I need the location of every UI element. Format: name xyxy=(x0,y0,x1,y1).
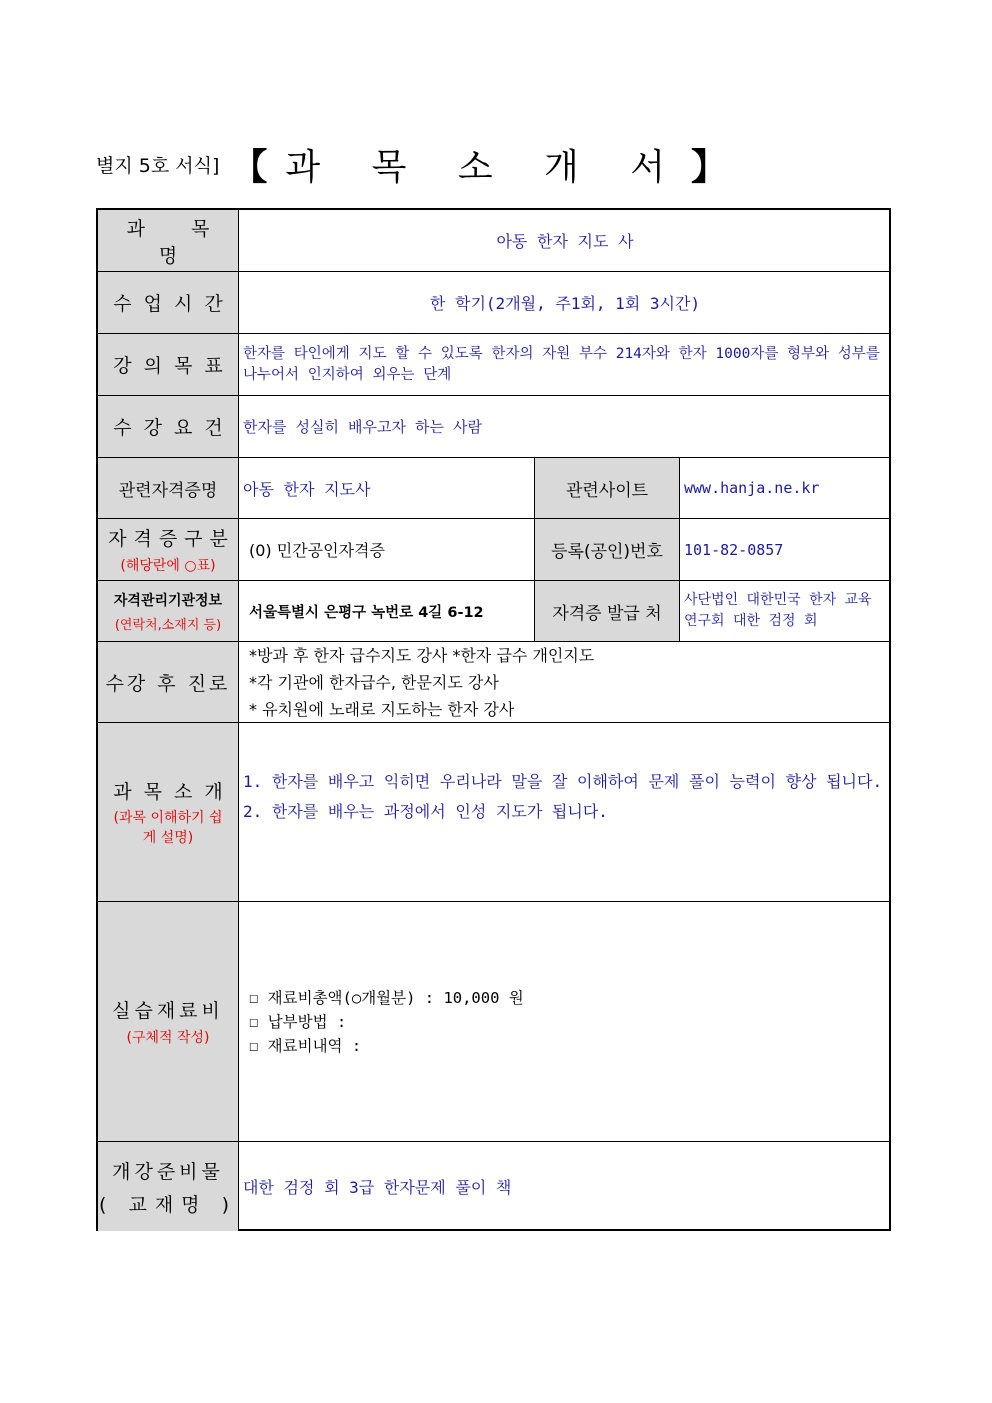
cert-org-label: 자격관리기관정보 (연락처,소재지 등) xyxy=(98,581,239,642)
intro-line: 2. 한자를 배우는 과정에서 인성 지도가 됩니다. xyxy=(243,802,608,821)
requirements-value: 한자를 성실히 배우고자 하는 사람 xyxy=(239,396,891,458)
course-form-table xyxy=(96,208,891,1231)
cert-name-value: 아동 한자 지도사 xyxy=(239,458,535,519)
subject-name-label: 과 목 명 xyxy=(98,210,239,272)
class-time-label: 수업시간 xyxy=(98,272,239,334)
materials-line: ☐ 납부방법 : xyxy=(249,1012,347,1031)
reg-no-label: 등록(공인)번호 xyxy=(535,519,680,581)
materials-note: (구체적 작성) xyxy=(126,1030,210,1046)
document-header xyxy=(96,140,727,188)
career-line: * 유치원에 노래로 지도하는 한자 강사 xyxy=(249,699,515,719)
career-line: *방과 후 한자 급수지도 강사 *한자 급수 개인지도 xyxy=(249,645,595,665)
intro-value xyxy=(239,723,891,902)
requirements-label: 수강요건 xyxy=(98,396,239,458)
career-label: 수강 후 진로 xyxy=(98,642,239,723)
subject-name-value: 아동 한자 지도 사 xyxy=(239,210,891,272)
textbook-label: 개강준비물 ( 교재명 ) xyxy=(98,1142,239,1231)
issuer-value: 사단법인 대한민국 한자 교육 연구회 대한 검정 회 xyxy=(680,581,891,642)
form-number: 별지 5호 서식] xyxy=(96,154,220,177)
issuer-label: 자격증 발급 처 xyxy=(535,581,680,642)
cert-type-note: (해당란에 ○표) xyxy=(120,558,216,574)
class-time-value: 한 학기(2개월, 주1회, 1회 3시간) xyxy=(239,272,891,334)
career-value xyxy=(239,642,891,723)
cert-type-value: (0) 민간공인자격증 xyxy=(239,519,535,581)
cert-name-label: 관련자격증명 xyxy=(98,458,239,519)
lecture-goal-label: 강의목표 xyxy=(98,334,239,396)
intro-label: 과목소개 (과목 이해하기 쉽게 설명) xyxy=(98,723,239,902)
cert-org-note: (연락처,소재지 등) xyxy=(114,617,222,633)
textbook-value: 대한 검정 회 3급 한자문제 풀이 책 xyxy=(243,1178,512,1197)
intro-note: (과목 이해하기 쉽게 설명) xyxy=(113,809,223,846)
page-title: 과 목 소 개 서 xyxy=(285,146,686,188)
materials-label: 실습재료비 (구체적 작성) xyxy=(98,902,239,1142)
title-bracket-close: 】 xyxy=(691,146,728,188)
materials-line: ☐ 재료비총액(○개월분) : 10,000 원 xyxy=(249,988,524,1007)
site-label: 관련사이트 xyxy=(535,458,680,519)
materials-value xyxy=(239,902,891,1142)
site-value: www.hanja.ne.kr xyxy=(680,458,891,519)
reg-no-value: 101-82-0857 xyxy=(680,519,891,581)
title-bracket-open: 【 xyxy=(231,146,268,188)
materials-line: ☐ 재료비내역 : xyxy=(249,1036,362,1055)
cert-org-value: 서울특별시 은평구 녹번로 4길 6-12 xyxy=(239,581,535,642)
intro-line: 1. 한자를 배우고 익히면 우리나라 말을 잘 이해하여 문제 풀이 능력이 향상 됩니다. xyxy=(243,772,883,791)
cert-type-label: 자격증구분 (해당란에 ○표) xyxy=(98,519,239,581)
lecture-goal-value: 한자를 타인에게 지도 할 수 있도록 한자의 자원 부수 214자와 한자 1000자를 형부와 성부를 나누어서 인지하여 외우는 단계 xyxy=(239,334,891,396)
textbook-sublabel: ( 교재명 ) xyxy=(99,1193,237,1216)
career-line: *각 기관에 한자급수, 한문지도 강사 xyxy=(249,672,499,692)
